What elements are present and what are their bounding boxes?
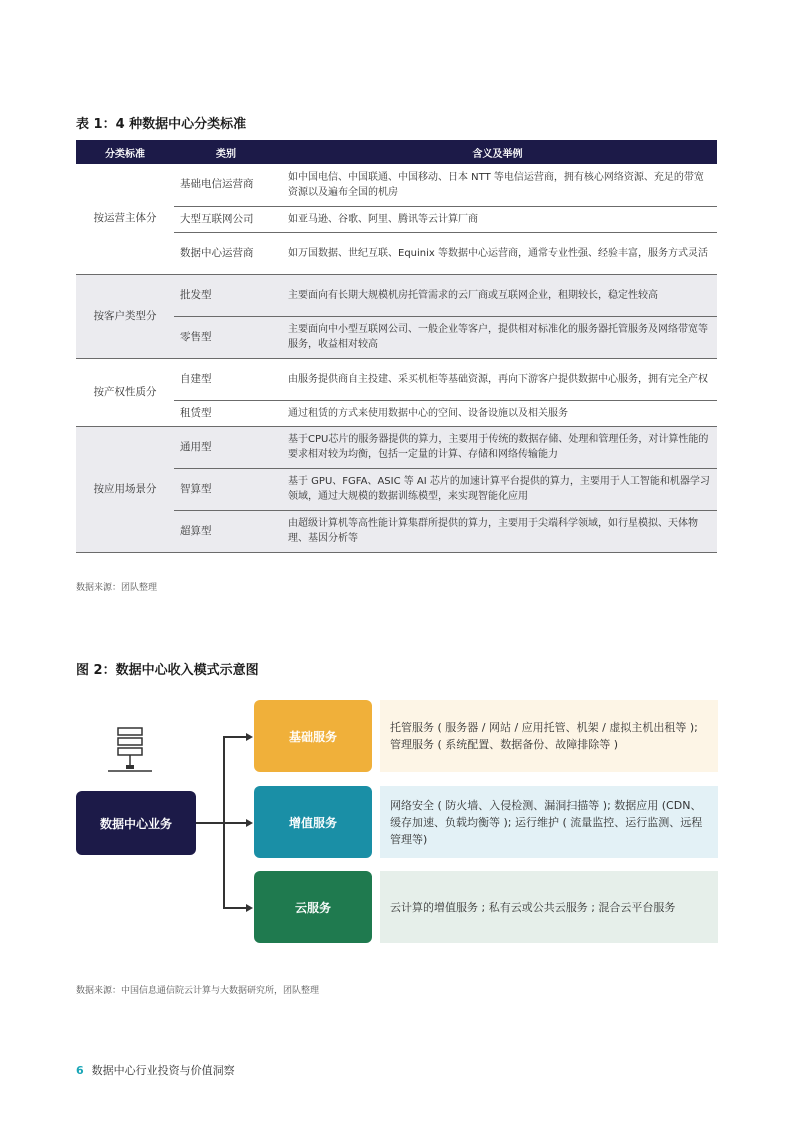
- connector-line: [223, 736, 247, 738]
- table-source: 数据来源：团队整理: [76, 583, 158, 593]
- desc-cell: 主要面向中小型互联网公司、一般企业等客户，提供相对标准化的服务器托管服务及网络带宽等服务，收益相对较高: [278, 316, 717, 358]
- desc-cell: 如中国电信、中国联通、中国移动、日本 NTT 等电信运营商，拥有核心网络资源、充足的带宽资源以及遍布全国的机房: [278, 164, 717, 206]
- figure-source: 数据来源：中国信息通信院云计算与大数据研究所，团队整理: [76, 986, 320, 996]
- type-cell: 零售型: [174, 316, 278, 358]
- arrow-right-icon: [246, 819, 253, 827]
- category-cell: 按运营主体分: [76, 164, 174, 274]
- arrow-right-icon: [246, 904, 253, 912]
- connector-line: [223, 822, 247, 824]
- server-stack-icon: [108, 727, 152, 777]
- desc-cell: 主要面向有长期大规模机房托管需求的云厂商或互联网企业，租期较长，稳定性较高: [278, 274, 717, 316]
- desc-cell: 如亚马逊、谷歌、阿里、腾讯等云计算厂商: [278, 206, 717, 232]
- desc-cell: 由超级计算机等高性能计算集群所提供的算力，主要用于尖端科学领域，如行星模拟、天体物理、基因分析等: [278, 510, 717, 552]
- type-cell: 超算型: [174, 510, 278, 552]
- page-footer: [76, 1062, 235, 1078]
- service-desc-value-added: 网络安全 ( 防火墙、入侵检测、漏洞扫描等 ); 数据应用 (CDN、缓存加速、负载均衡等 ); 运行维护 ( 流量监控、运行监测、远程管理等): [380, 786, 718, 858]
- page-number: 6: [76, 1064, 84, 1077]
- service-box-cloud: 云服务: [254, 871, 372, 943]
- arrow-right-icon: [246, 733, 253, 741]
- category-cell: 按应用场景分: [76, 426, 174, 552]
- classification-table: [76, 140, 717, 553]
- type-cell: 租赁型: [174, 400, 278, 426]
- table-header: 类别: [174, 140, 278, 164]
- type-cell: 大型互联网公司: [174, 206, 278, 232]
- type-cell: 自建型: [174, 358, 278, 400]
- type-cell: 数据中心运营商: [174, 232, 278, 274]
- table-header: 分类标准: [76, 140, 174, 164]
- desc-cell: 基于 GPU、FGFA、ASIC 等 AI 芯片的加速计算平台提供的算力，主要用于人工智能和机器学习领域，通过大规模的数据训练模型，来实现智能化应用: [278, 468, 717, 510]
- desc-cell: 通过租赁的方式来使用数据中心的空间、设备设施以及相关服务: [278, 400, 717, 426]
- type-cell: 批发型: [174, 274, 278, 316]
- category-cell: 按产权性质分: [76, 358, 174, 426]
- table-row: [76, 164, 717, 206]
- desc-cell: 由服务提供商自主投建、采买机柜等基础资源，再向下游客户提供数据中心服务，拥有完全产权: [278, 358, 717, 400]
- report-title: 数据中心行业投资与价值洞察: [91, 1064, 235, 1077]
- table-header: 含义及举例: [278, 140, 717, 164]
- service-desc-cloud: 云计算的增值服务 ; 私有云或公共云服务 ; 混合云平台服务: [380, 871, 718, 943]
- type-cell: 智算型: [174, 468, 278, 510]
- hub-box: 数据中心业务: [76, 791, 196, 855]
- table-row: [76, 358, 717, 400]
- service-desc-basic: 托管服务 ( 服务器 / 网站 / 应用托管、机架 / 虚拟主机出租等 ); 管理服务 ( 系统配置、数据备份、故障排除等 ): [380, 700, 718, 772]
- connector-line: [196, 822, 224, 824]
- service-box-value-added: 增值服务: [254, 786, 372, 858]
- table-row: [76, 426, 717, 468]
- figure-title: 图 2：数据中心收入模式示意图: [76, 663, 259, 678]
- table-row: [76, 274, 717, 316]
- connector-line: [223, 907, 247, 909]
- desc-cell: 基于CPU芯片的服务器提供的算力，主要用于传统的数据存储、处理和管理任务，对计算性能的要求相对较为均衡，包括一定量的计算、存储和网络传输能力: [278, 426, 717, 468]
- type-cell: 通用型: [174, 426, 278, 468]
- type-cell: 基础电信运营商: [174, 164, 278, 206]
- table-title: 表 1：4 种数据中心分类标准: [76, 117, 247, 132]
- desc-cell: 如万国数据、世纪互联、Equinix 等数据中心运营商，通常专业性强、经验丰富，服务方式灵活: [278, 232, 717, 274]
- table-header-row: [76, 140, 717, 164]
- category-cell: 按客户类型分: [76, 274, 174, 358]
- service-box-basic: 基础服务: [254, 700, 372, 772]
